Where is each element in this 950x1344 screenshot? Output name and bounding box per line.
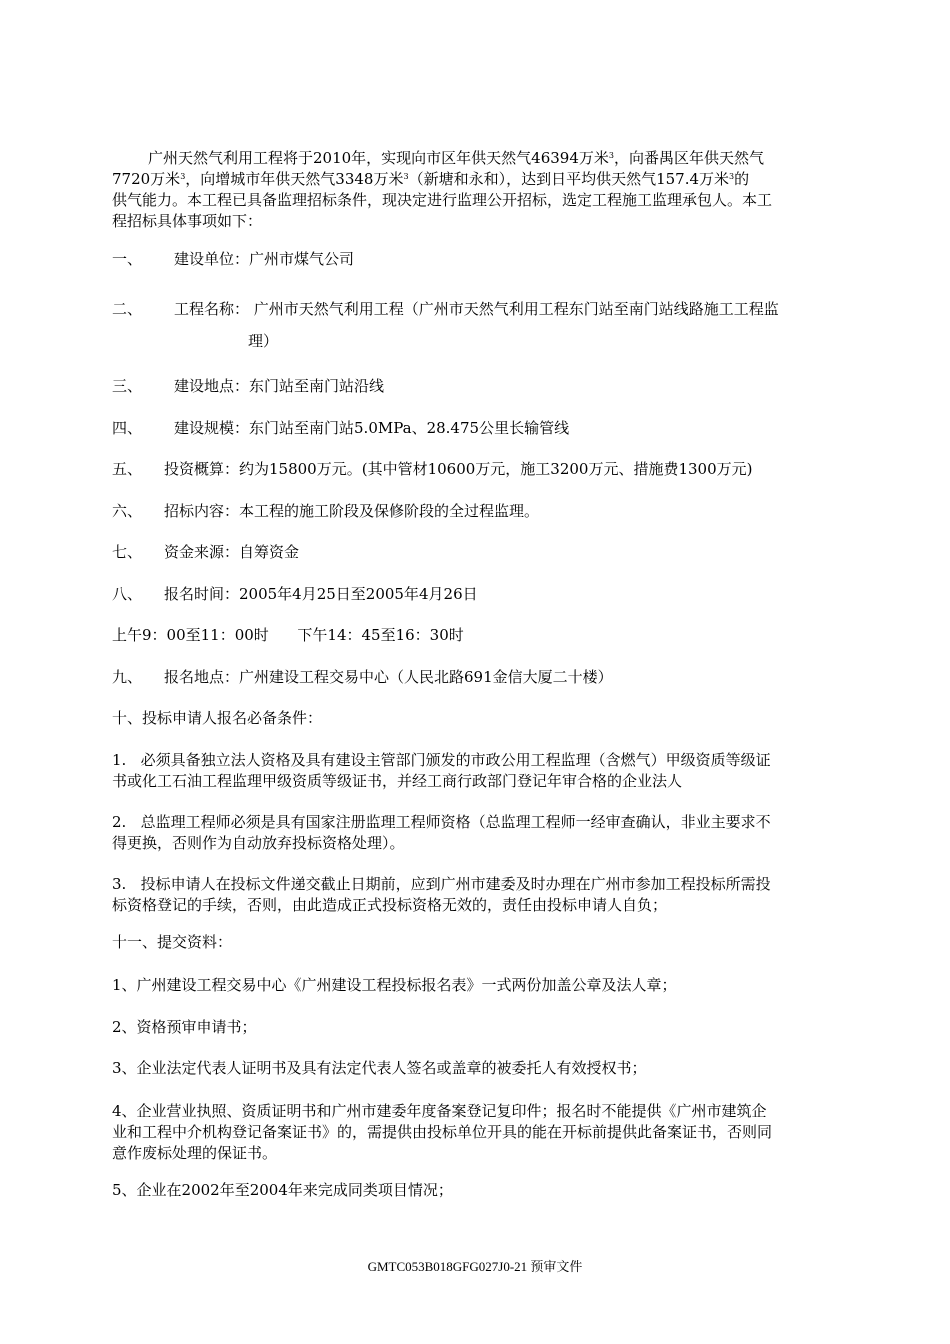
- item-4: [112, 417, 854, 439]
- condition-line: 书或化工石油工程监理甲级资质等级证书，并经工商行政部门登记年审合格的企业法人: [112, 772, 683, 790]
- item-number: 五、: [112, 460, 143, 478]
- item-label: 报名地点：广州建设工程交易中心（人民北路691金信大厦二十楼）: [164, 668, 613, 686]
- section-heading: 十、投标申请人报名必备条件：: [112, 709, 323, 727]
- intro-text-1: 广州天然气利用工程将于2010年，实现向市区年供天然气46394万米: [148, 149, 609, 167]
- intro-text-2a: 7720万米: [112, 170, 181, 188]
- intro-text-1b: ，向番禺区年供天然气: [614, 149, 765, 167]
- item-8: [112, 583, 854, 605]
- intro-line-1: [112, 148, 854, 169]
- item-2: [112, 298, 854, 354]
- condition-1: [112, 750, 854, 792]
- item-number: 二、: [112, 300, 143, 318]
- item-label: 招标内容：本工程的施工阶段及保修阶段的全过程监理。: [164, 502, 540, 520]
- intro-text-2c: （新塘和永和），达到日平均供天然气157.4万米: [408, 170, 730, 188]
- item-number: 八、: [112, 585, 143, 603]
- item-10: [112, 707, 854, 729]
- item-number: 三、: [112, 377, 143, 395]
- intro-text-2d: 的: [734, 170, 750, 188]
- item-label: 建设规模：东门站至南门站5.0MPa、28.475公里长输管线: [174, 419, 570, 437]
- item-6: [112, 500, 854, 522]
- item-label: 建设地点：东门站至南门站沿线: [174, 377, 385, 395]
- condition-line: 得更换，否则作为自动放弃投标资格处理）。: [112, 834, 405, 852]
- item-number: 九、: [112, 668, 143, 686]
- intro-text-2b: ，向增城市年供天然气3348万米: [185, 170, 404, 188]
- item-label-continued: 理）: [248, 332, 279, 350]
- superscript: 3: [729, 172, 735, 181]
- item-label: 报名时间：2005年4月25日至2005年4月26日: [164, 585, 478, 603]
- submit-line: 4、企业营业执照、资质证明书和广州市建委年度备案登记复印件；报名时不能提供《广州市建筑企: [112, 1102, 767, 1120]
- item-3: [112, 375, 854, 397]
- item-label: 工程名称： 广州市天然气利用工程（广州市天然气利用工程东门站至南门站线路施工工程监: [174, 300, 779, 318]
- condition-line: 标资格登记的手续，否则，由此造成正式投标资格无效的，责任由投标申请人自负；: [112, 896, 668, 914]
- item-1: [112, 248, 854, 270]
- intro-line-3: 供气能力。本工程已具备监理招标条件，现决定进行监理公开招标，选定工程施工监理承包人。本工: [112, 191, 773, 209]
- submit-line: 5、企业在2002年至2004年来完成同类项目情况；: [112, 1181, 453, 1199]
- item-number: 一、: [112, 250, 143, 268]
- submit-item-3: [112, 1058, 854, 1079]
- submit-item-4: [112, 1101, 854, 1164]
- superscript: 3: [403, 172, 409, 181]
- item-label: 投资概算：约为15800万元。(其中管材10600万元，施工3200万元、措施费1300万元): [164, 460, 753, 478]
- item-9: [112, 666, 854, 688]
- superscript: 3: [608, 151, 614, 160]
- item-number: 六、: [112, 502, 143, 520]
- item-7: [112, 541, 854, 563]
- submit-line: 1、广州建设工程交易中心《广州建设工程投标报名表》一式两份加盖公章及法人章；: [112, 976, 677, 994]
- page-footer: GMTC053B018GFG027J0-21 预审文件: [367, 1259, 583, 1274]
- submit-item-5: [112, 1180, 854, 1201]
- intro-line-2: [112, 169, 854, 190]
- submit-heading: [112, 931, 854, 953]
- superscript: 3: [180, 172, 186, 181]
- condition-2: [112, 812, 854, 854]
- submit-line: 3、企业法定代表人证明书及具有法定代表人签名或盖章的被委托人有效授权书；: [112, 1059, 647, 1077]
- submit-line: 业和工程中介机构登记备案证书》的，需提供由投标单位开具的能在开标前提供此备案证书，否则同: [112, 1123, 773, 1141]
- condition-line: 3. 投标申请人在投标文件递交截止日期前，应到广州市建委及时办理在广州市参加工程投标所需投: [112, 875, 771, 893]
- condition-line: 2. 总监理工程师必须是具有国家注册监理工程师资格（总监理工程师一经审查确认，非业主要求不: [112, 813, 771, 831]
- intro-paragraph: [112, 148, 854, 232]
- submit-line: 意作废标处理的保证书。: [112, 1144, 278, 1162]
- condition-3: [112, 874, 854, 916]
- section-heading: 十一、提交资料：: [112, 933, 233, 951]
- submit-item-1: [112, 975, 854, 996]
- item-5: [112, 458, 854, 480]
- registration-hours: [112, 624, 854, 646]
- submit-line: 2、资格预审申请书；: [112, 1018, 257, 1036]
- item-number: 四、: [112, 419, 143, 437]
- hours-label: 上午9：00至11：00时 下午14：45至16：30时: [112, 626, 464, 644]
- condition-line: 1. 必须具备独立法人资格及具有建设主管部门颁发的市政公用工程监理（含燃气）甲级资质等级证: [112, 751, 771, 769]
- item-number: 七、: [112, 543, 143, 561]
- item-label: 建设单位：广州市煤气公司: [174, 250, 355, 268]
- intro-line-4: 程招标具体事项如下：: [112, 212, 263, 230]
- item-label: 资金来源：自筹资金: [164, 543, 300, 561]
- submit-item-2: [112, 1017, 854, 1038]
